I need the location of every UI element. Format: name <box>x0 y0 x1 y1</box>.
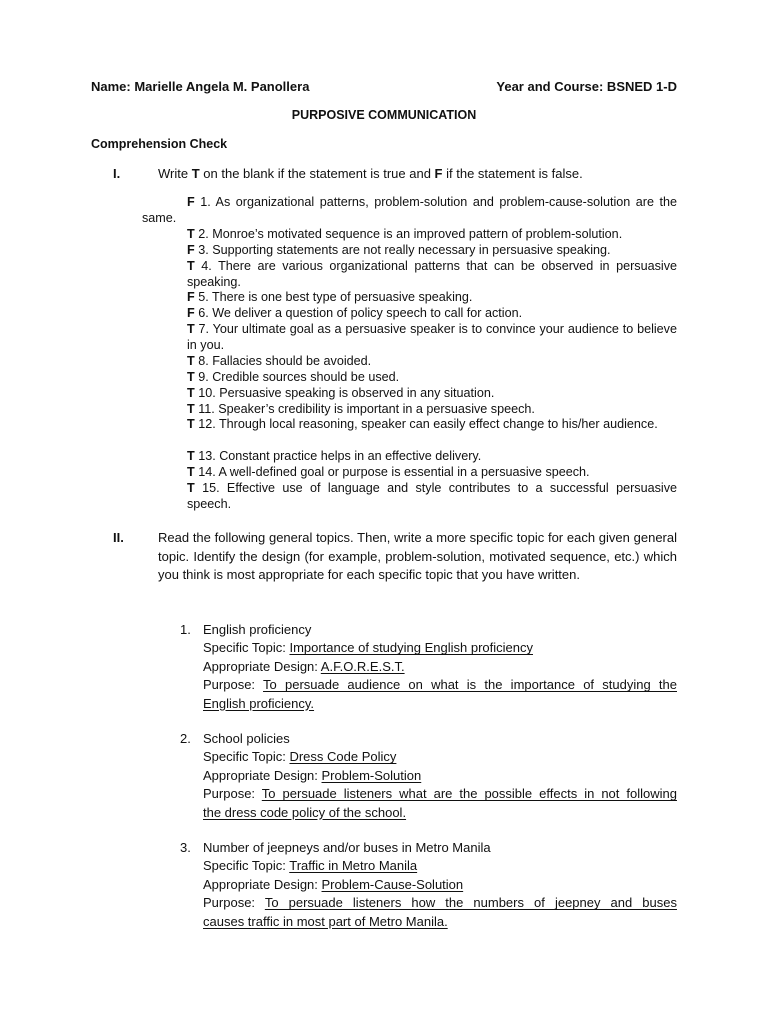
tf-statement: 6. We deliver a question of policy speech to call for action. <box>194 306 523 320</box>
tf-answer: F <box>187 195 195 209</box>
year-course: Year and Course: BSNED 1-D <box>496 79 677 94</box>
purpose-line: Purpose: To persuade listeners how the numbers of jeepney and buses <box>203 895 677 911</box>
design-answer: A.F.O.R.E.S.T. <box>320 658 405 674</box>
section-subtitle: Comprehension Check <box>91 137 228 151</box>
general-topic: School policies <box>203 731 290 746</box>
specific-topic-line: Specific Topic: Dress Code Policy <box>203 749 397 765</box>
tf-statement: 13. Constant practice helps in an effective delivery. <box>194 449 482 463</box>
design-answer: Problem-Solution <box>321 767 422 783</box>
purpose-line: Purpose: To persuade audience on what is the importance of studying the <box>203 677 677 693</box>
topic-number: 1. <box>180 622 191 637</box>
tf-item-3 <box>187 243 677 259</box>
tf-statement: 2. Monroe’s motivated sequence is an improved pattern of problem-solution. <box>194 227 623 241</box>
tf-answer: F <box>187 306 195 320</box>
tf-statement: 9. Credible sources should be used. <box>194 370 400 384</box>
design-line: Appropriate Design: Problem-Solution <box>203 767 422 783</box>
tf-answer: T <box>187 481 195 495</box>
general-topic: English proficiency <box>203 622 312 637</box>
tf-statement: 15. Effective use of language and style contributes to a successful persuasive speech. <box>187 481 677 511</box>
tf-statement: 12. Through local reasoning, speaker can easily effect change to his/her audience. <box>194 417 658 431</box>
section-1-numeral: I. <box>113 166 121 181</box>
purpose-answer: To persuade audience on what is the importance of studying the <box>263 677 677 693</box>
tf-item-12 <box>187 417 677 433</box>
tf-answer: T <box>187 354 195 368</box>
tf-statement: 14. A well-defined goal or purpose is essential in a persuasive speech. <box>194 465 590 479</box>
tf-statement: 4. There are various organizational patterns that can be observed in persuasive speaking. <box>187 259 677 289</box>
tf-item-14 <box>187 465 677 481</box>
student-name: Name: Marielle Angela M. Panollera <box>91 79 310 94</box>
purpose-answer: To persuade listeners how the numbers of jeepney and buses <box>264 895 677 911</box>
purpose-line-continued: English proficiency. <box>203 695 315 711</box>
tf-statement: 11. Speaker’s credibility is important in a persuasive speech. <box>194 402 535 416</box>
tf-answer: T <box>187 402 195 416</box>
topic-item-1 <box>203 621 677 713</box>
tf-item-6 <box>187 306 677 322</box>
tf-statement: 1. As organizational patterns, problem-solution and problem-cause-solution are the same. <box>142 195 677 225</box>
tf-answer: T <box>187 227 195 241</box>
design-line: Appropriate Design: Problem-Cause-Solution <box>203 876 464 892</box>
tf-answer: T <box>187 370 195 384</box>
tf-answer: T <box>187 417 195 431</box>
specific-topic-answer: Dress Code Policy <box>289 749 397 765</box>
tf-item-9 <box>187 370 677 386</box>
section-2-numeral: II. <box>113 530 124 545</box>
section-1-instruction: Write T on the blank if the statement is true and F if the statement is false. <box>158 166 583 181</box>
topic-number: 3. <box>180 840 191 855</box>
design-answer: Problem-Cause-Solution <box>321 876 464 892</box>
tf-answer: T <box>187 259 195 273</box>
document-title: PURPOSIVE COMMUNICATION <box>291 108 477 122</box>
tf-answer: T <box>187 322 195 336</box>
tf-statement: 8. Fallacies should be avoided. <box>194 354 372 368</box>
tf-item-15 <box>187 481 677 513</box>
specific-topic-answer: Importance of studying English proficiency <box>289 640 533 656</box>
tf-statement: 10. Persuasive speaking is observed in any situation. <box>194 386 495 400</box>
purpose-line: Purpose: To persuade listeners what are the possible effects in not following <box>203 786 677 802</box>
purpose-answer: To persuade listeners what are the possible effects in not following <box>261 786 677 802</box>
tf-statement: 5. There is one best type of persuasive speaking. <box>194 290 473 304</box>
tf-answer: F <box>187 243 195 257</box>
tf-item-13 <box>187 449 677 465</box>
tf-item-4 <box>187 259 677 291</box>
general-topic: Number of jeepneys and/or buses in Metro Manila <box>203 840 491 855</box>
tf-answer: F <box>187 290 195 304</box>
tf-item-7 <box>187 322 677 354</box>
tf-statement: 3. Supporting statements are not really necessary in persuasive speaking. <box>194 243 611 257</box>
section-2-instruction: Read the following general topics. Then, write a more specific topic for each given general topic. Identify the design (for example, problem-solution, motivated sequence, etc.) which you think is most appropriate for each specific topic that you have written. <box>158 530 677 582</box>
specific-topic-line: Specific Topic: Traffic in Metro Manila <box>203 858 418 874</box>
topic-number: 2. <box>180 731 191 746</box>
purpose-line-continued: causes traffic in most part of Metro Manila. <box>203 913 448 929</box>
tf-item-1 <box>142 195 677 227</box>
tf-item-11 <box>187 402 677 418</box>
specific-topic-answer: Traffic in Metro Manila <box>289 858 418 874</box>
tf-item-5 <box>187 290 677 306</box>
tf-item-8 <box>187 354 677 370</box>
specific-topic-line: Specific Topic: Importance of studying English proficiency <box>203 640 533 656</box>
tf-answer: T <box>187 386 195 400</box>
header-row <box>91 79 677 94</box>
tf-statement: 7. Your ultimate goal as a persuasive speaker is to convince your audience to believe in you. <box>187 322 677 352</box>
design-line: Appropriate Design: A.F.O.R.E.S.T. <box>203 658 405 674</box>
tf-answer: T <box>187 465 195 479</box>
tf-item-2 <box>187 227 677 243</box>
tf-answer: T <box>187 449 195 463</box>
purpose-line-continued: the dress code policy of the school. <box>203 804 407 820</box>
tf-item-10 <box>187 386 677 402</box>
topic-item-3 <box>203 839 677 931</box>
topic-item-2 <box>203 730 677 822</box>
